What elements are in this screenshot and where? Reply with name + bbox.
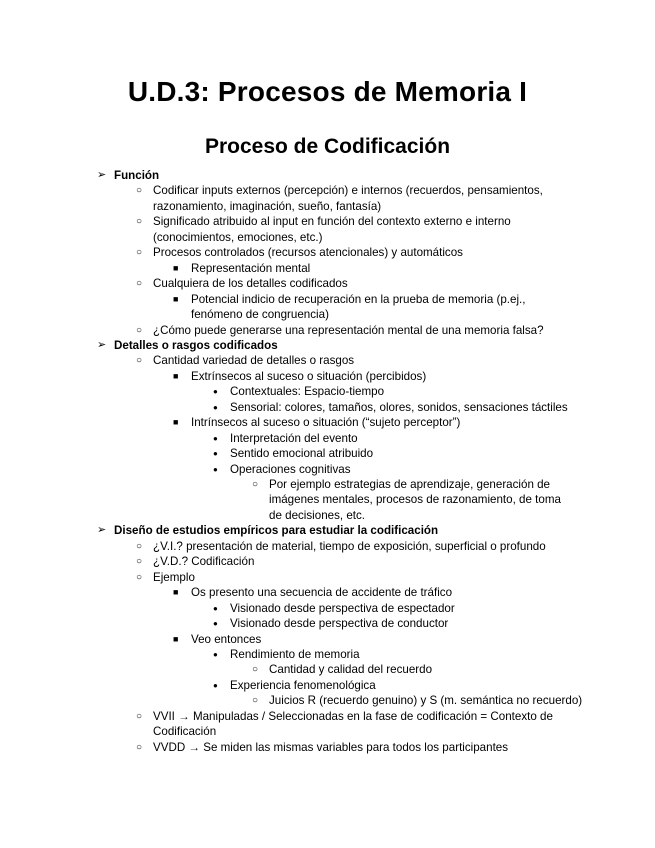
outline-line: Potencial indicio de recuperación en la prueba de memoria (p.ej., xyxy=(191,292,526,306)
bullet-level-1-icon: ➢ xyxy=(97,169,107,181)
bullet-level-4-icon: ● xyxy=(213,402,218,412)
outline-line: Detalles o rasgos codificados xyxy=(114,338,278,352)
bullet-level-3-icon: ■ xyxy=(173,370,179,381)
bullet-level-2-icon: ○ xyxy=(136,571,143,583)
outline-line: Representación mental xyxy=(191,261,311,275)
bullet-level-4-icon: ● xyxy=(213,387,218,397)
bullet-level-2-icon: ○ xyxy=(136,185,143,197)
bullet-level-3-icon: ■ xyxy=(173,633,179,644)
bullet-level-2-icon: ○ xyxy=(136,324,143,336)
outline-line: Contextuales: Espacio-tiempo xyxy=(230,385,385,399)
bullet-level-2-icon: ○ xyxy=(136,247,143,259)
bullet-level-3-icon: ■ xyxy=(173,262,179,273)
outline-line: Función xyxy=(114,169,160,182)
outline-line: Por ejemplo estrategias de aprendizaje, generación de xyxy=(269,478,551,491)
bullet-level-5-icon: ○ xyxy=(252,479,259,490)
bullet-level-4-icon: ● xyxy=(213,619,218,629)
outline-line: Interpretación del evento xyxy=(230,431,358,445)
outline-line: Sentido emocional atribuido xyxy=(230,447,374,461)
section-title: Proceso de Codificación xyxy=(204,135,451,158)
outline-line: Visionado desde perspectiva de espectador xyxy=(230,601,455,615)
outline-line: imágenes mentales, procesos de razonamiento, de toma xyxy=(269,493,561,507)
bullet-level-5-icon: ○ xyxy=(252,695,259,707)
outline-line: Cantidad variedad de detalles o rasgos xyxy=(153,354,355,368)
outline-line: razonamiento, imaginación, sueño, fantasía) xyxy=(153,199,382,213)
outline-line: Sensorial: colores, tamaños, olores, sonidos, sensaciones táctiles xyxy=(230,400,568,414)
bullet-level-3-icon: ■ xyxy=(173,417,179,428)
bullet-level-2-icon: ○ xyxy=(136,278,143,290)
outline-line: Veo entonces xyxy=(191,632,262,646)
outline-line: Diseño de estudios empíricos para estudiar la codificación xyxy=(114,524,439,538)
bullet-level-4-icon: ● xyxy=(213,433,218,443)
outline-line: de decisiones, etc. xyxy=(269,508,366,522)
outline-line: VVDD → Se miden las mismas variables para todos los participantes xyxy=(153,740,509,754)
outline-line: Codificación xyxy=(153,725,217,739)
outline-line: fenómeno de congruencia) xyxy=(191,308,329,322)
outline-line: VVII → Manipuladas / Seleccionadas en la fase de codificación = Contexto de xyxy=(153,709,553,723)
outline-line: Extrínsecos al suceso o situación (percibidos) xyxy=(191,369,427,383)
outline-line: Rendimiento de memoria xyxy=(230,647,360,661)
bullet-level-2-icon: ○ xyxy=(136,540,143,552)
outline-line: ¿V.D.? Codificación xyxy=(153,555,255,569)
outline-line: ¿Cómo puede generarse una representación mental de una memoria falsa? xyxy=(153,323,544,337)
bullet-level-2-icon: ○ xyxy=(136,355,143,367)
bullet-level-5-icon: ○ xyxy=(252,664,259,676)
page-title: U.D.3: Procesos de Memoria I xyxy=(127,76,528,107)
outline-line: Cualquiera de los detalles codificados xyxy=(153,277,348,291)
outline-line: ¿V.I.? presentación de material, tiempo de exposición, superficial o profundo xyxy=(153,539,546,553)
bullet-level-2-icon: ○ xyxy=(136,741,143,753)
outline-line: Operaciones cognitivas xyxy=(230,462,351,476)
outline-line: Codificar inputs externos (percepción) e internos (recuerdos, pensamientos, xyxy=(153,184,543,198)
outline-line: Os presento una secuencia de accidente de tráfico xyxy=(191,586,453,600)
bullet-level-3-icon: ■ xyxy=(173,293,179,304)
bullet-level-2-icon: ○ xyxy=(136,216,143,228)
outline-line: Experiencia fenomenológica xyxy=(230,678,376,692)
outline-line: Juicios R (recuerdo genuino) y S (m. semántica no recuerdo) xyxy=(269,694,583,708)
outline-line: Cantidad y calidad del recuerdo xyxy=(269,663,433,677)
bullet-level-2-icon: ○ xyxy=(136,556,143,568)
outline-line: Visionado desde perspectiva de conductor xyxy=(230,617,449,631)
bullet-level-3-icon: ■ xyxy=(173,587,179,598)
bullet-level-4-icon: ● xyxy=(213,649,218,659)
bullet-level-4-icon: ● xyxy=(213,464,218,474)
bullet-level-4-icon: ● xyxy=(213,449,218,459)
outline-line: (conocimientos, emociones, etc.) xyxy=(153,230,323,244)
outline-line: Procesos controlados (recursos atencionales) y automáticos xyxy=(153,246,463,260)
bullet-level-2-icon: ○ xyxy=(136,710,143,722)
bullet-level-4-icon: ● xyxy=(213,680,218,690)
bullet-level-1-icon: ➢ xyxy=(97,524,107,537)
bullet-level-4-icon: ● xyxy=(213,603,218,613)
outline-line: Intrínsecos al suceso o situación (“sujeto perceptor”) xyxy=(191,416,461,430)
outline-line: Significado atribuido al input en función del contexto externo e interno xyxy=(153,215,511,229)
bullet-level-1-icon: ➢ xyxy=(97,338,107,351)
outline-line: Ejemplo xyxy=(153,570,195,584)
